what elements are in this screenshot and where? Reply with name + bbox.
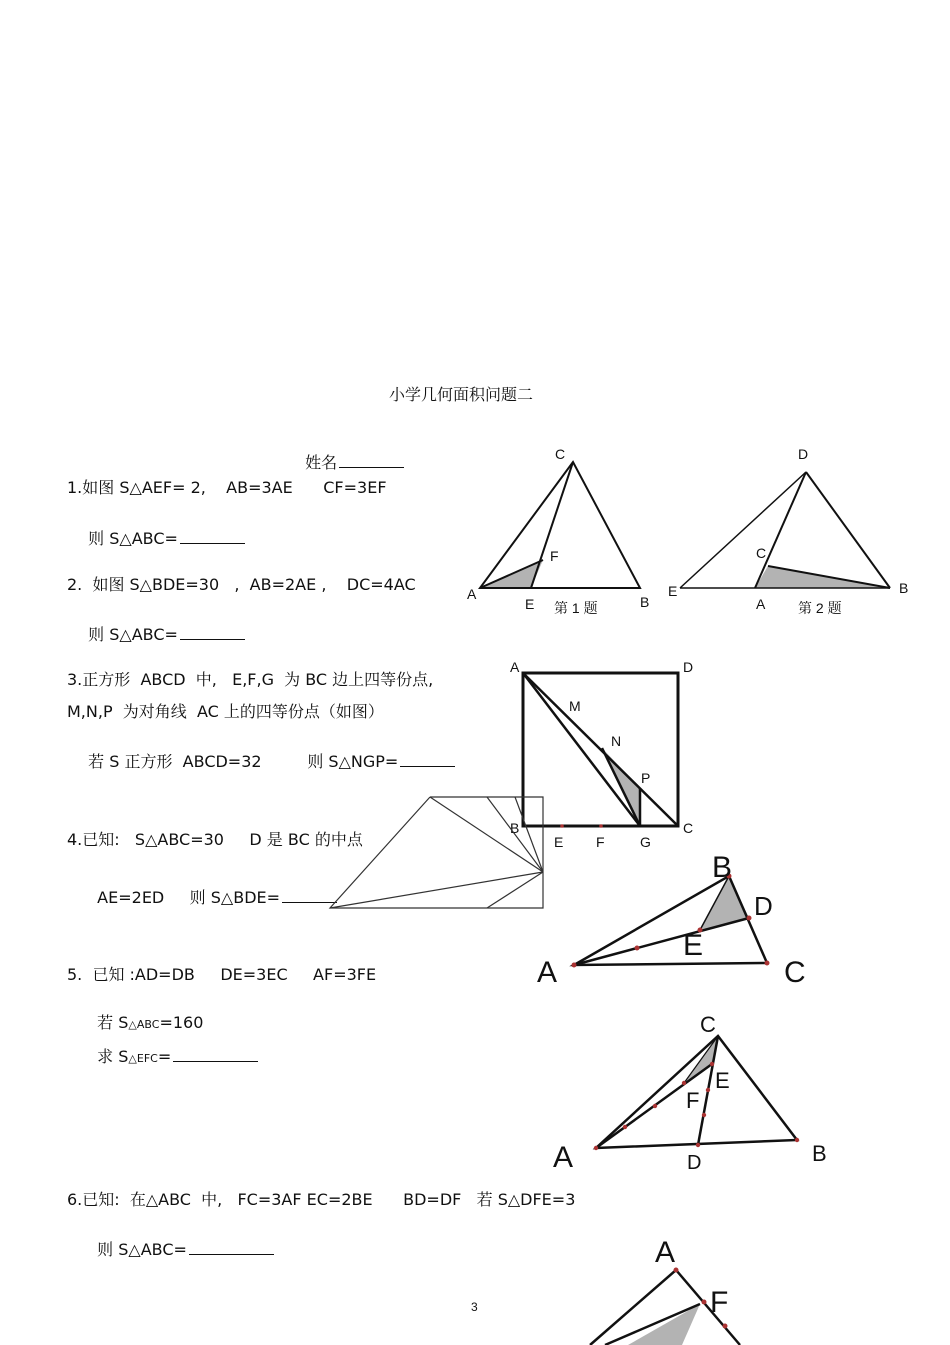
figure-7-label-a: A [655, 1236, 676, 1269]
figure-3-label-n: N [611, 733, 622, 749]
figure-6-label-a: A [553, 1141, 574, 1174]
page-number: 3 [471, 1300, 478, 1314]
figure-6-point-3 [706, 1088, 710, 1092]
figure-2-line-db [806, 472, 890, 588]
figure-5-point-c [765, 961, 770, 966]
page-title: 小学几何面积问题二 [389, 385, 534, 404]
figure-2-shapes [680, 472, 890, 588]
figure-3-label-b: B [510, 820, 520, 836]
problem-2-statement: 2. 如图 S△BDE=30 , AB=2AE , DC=4AC [67, 575, 416, 594]
figure-1-label-c: C [555, 446, 566, 462]
figure-5-label-c: C [784, 956, 806, 989]
figure-1-caption: 第 1 题 [554, 600, 598, 616]
figure-1-label-a: A [467, 586, 477, 602]
figure-3-shapes [523, 673, 678, 828]
figure-2-label-d: D [798, 446, 809, 462]
figure-4-line-1 [487, 797, 543, 872]
figure-5-point-mid [635, 946, 640, 951]
figure-3-label-m: M [569, 698, 581, 714]
figure-1-line-ef [531, 462, 573, 588]
problem-4-statement: 4.已知: S△ABC=30 D 是 BC 的中点 [67, 830, 363, 849]
figure-1-label-f: F [550, 548, 559, 564]
figure-7-shaded-triangle [628, 1304, 700, 1345]
figure-4-shapes [330, 797, 543, 908]
problem-4-question-text: AE=2ED 则 S△BDE= [97, 888, 281, 907]
problem-6-question-text: 则 S△ABC= [97, 1240, 187, 1259]
figure-4-outline [330, 797, 543, 908]
figure-1-label-b: B [640, 594, 650, 610]
problem-5-question-pre: 求 S [97, 1047, 129, 1066]
problem-1-question-text: 则 S△ABC= [88, 529, 178, 548]
figure-3-point-e [560, 824, 564, 828]
figure-4-line-5 [487, 872, 543, 908]
figure-3-label-g: G [640, 834, 651, 850]
figure-6-point-2 [623, 1125, 627, 1129]
figure-3-point-f [599, 824, 603, 828]
figure-6-point-1 [653, 1104, 657, 1108]
problem-5-question-post: = [157, 1047, 172, 1066]
figure-3-label-a: A [510, 659, 520, 675]
figure-1-triangle-abc [480, 462, 640, 588]
problem-3-statement-line2: M,N,P 为对角线 AC 上的四等份点（如图） [67, 702, 384, 721]
figure-3-label-c: C [683, 820, 694, 836]
figure-6-point-d [696, 1143, 700, 1147]
problem-5-given-sub: △ABC [128, 1018, 160, 1031]
figure-1-shapes [480, 462, 640, 588]
figure-7-point-f [702, 1300, 707, 1305]
figure-2-label-e: E [668, 583, 678, 599]
figure-5-shapes [572, 874, 770, 968]
figure-6-label-e: E [715, 1068, 730, 1093]
problem-1-statement: 1.如图 S△AEF= 2, AB=3AE CF=3EF [67, 478, 387, 497]
figure-2-label-c: C [756, 545, 767, 561]
figure-6-label-d: D [687, 1152, 702, 1174]
figure-5-point-a [572, 963, 577, 968]
figure-2-caption: 第 2 题 [798, 600, 842, 616]
figure-7-point-3 [723, 1324, 728, 1329]
figure-5-label-e: E [683, 929, 704, 962]
problem-5-given-pre: 若 S [97, 1013, 129, 1032]
figure-3-label-e: E [554, 834, 564, 850]
figure-6-label-b: B [812, 1141, 827, 1166]
figure-3-line-ag [523, 673, 640, 826]
figure-5-label-a: A [537, 956, 558, 989]
figure-2-label-b: B [899, 580, 909, 596]
name-label: 姓名 [305, 453, 338, 472]
figure-5-label-b: B [712, 851, 733, 884]
figure-6-point-e [710, 1062, 714, 1066]
figure-3-label-p: P [641, 770, 651, 786]
figure-6-point-f [682, 1081, 686, 1085]
problem-6-statement: 6.已知: 在△ABC 中, FC=3AF EC=2BE BD=DF 若 S△DFE=3 [67, 1190, 576, 1209]
figure-7-label-f: F [710, 1286, 729, 1319]
figure-6-label-c: C [700, 1012, 716, 1037]
figure-5-line-ad [574, 918, 749, 965]
problem-3-statement-line1: 3.正方形 ABCD 中, E,F,G 为 BC 边上四等份点, [67, 670, 434, 689]
problem-5-statement: 5. 已知 :AD=DB DE=3EC AF=3FE [67, 965, 377, 984]
figure-6-point-a [594, 1146, 598, 1150]
figure-5-point-d [747, 916, 752, 921]
figure-3-label-f: F [596, 834, 605, 850]
problem-5-given-post: =160 [159, 1013, 204, 1032]
problem-2-question-text: 则 S△ABC= [88, 625, 178, 644]
figure-2-label-a: A [756, 596, 766, 612]
figure-4-line-4 [330, 872, 543, 908]
problem-5-question-sub: △EFC [128, 1052, 158, 1065]
figure-6-point-4 [702, 1113, 706, 1117]
problem-3-question-text: 若 S 正方形 ABCD=32 则 S△NGP= [88, 752, 399, 771]
figure-4-line-3 [430, 797, 543, 872]
figure-6-point-b [795, 1138, 799, 1142]
figure-5-label-d: D [754, 891, 773, 921]
figure-1-label-e: E [525, 596, 535, 612]
figure-6-label-f: F [686, 1088, 700, 1113]
figure-3-diagonal-ac [523, 673, 678, 826]
figure-3-label-d: D [683, 659, 694, 675]
